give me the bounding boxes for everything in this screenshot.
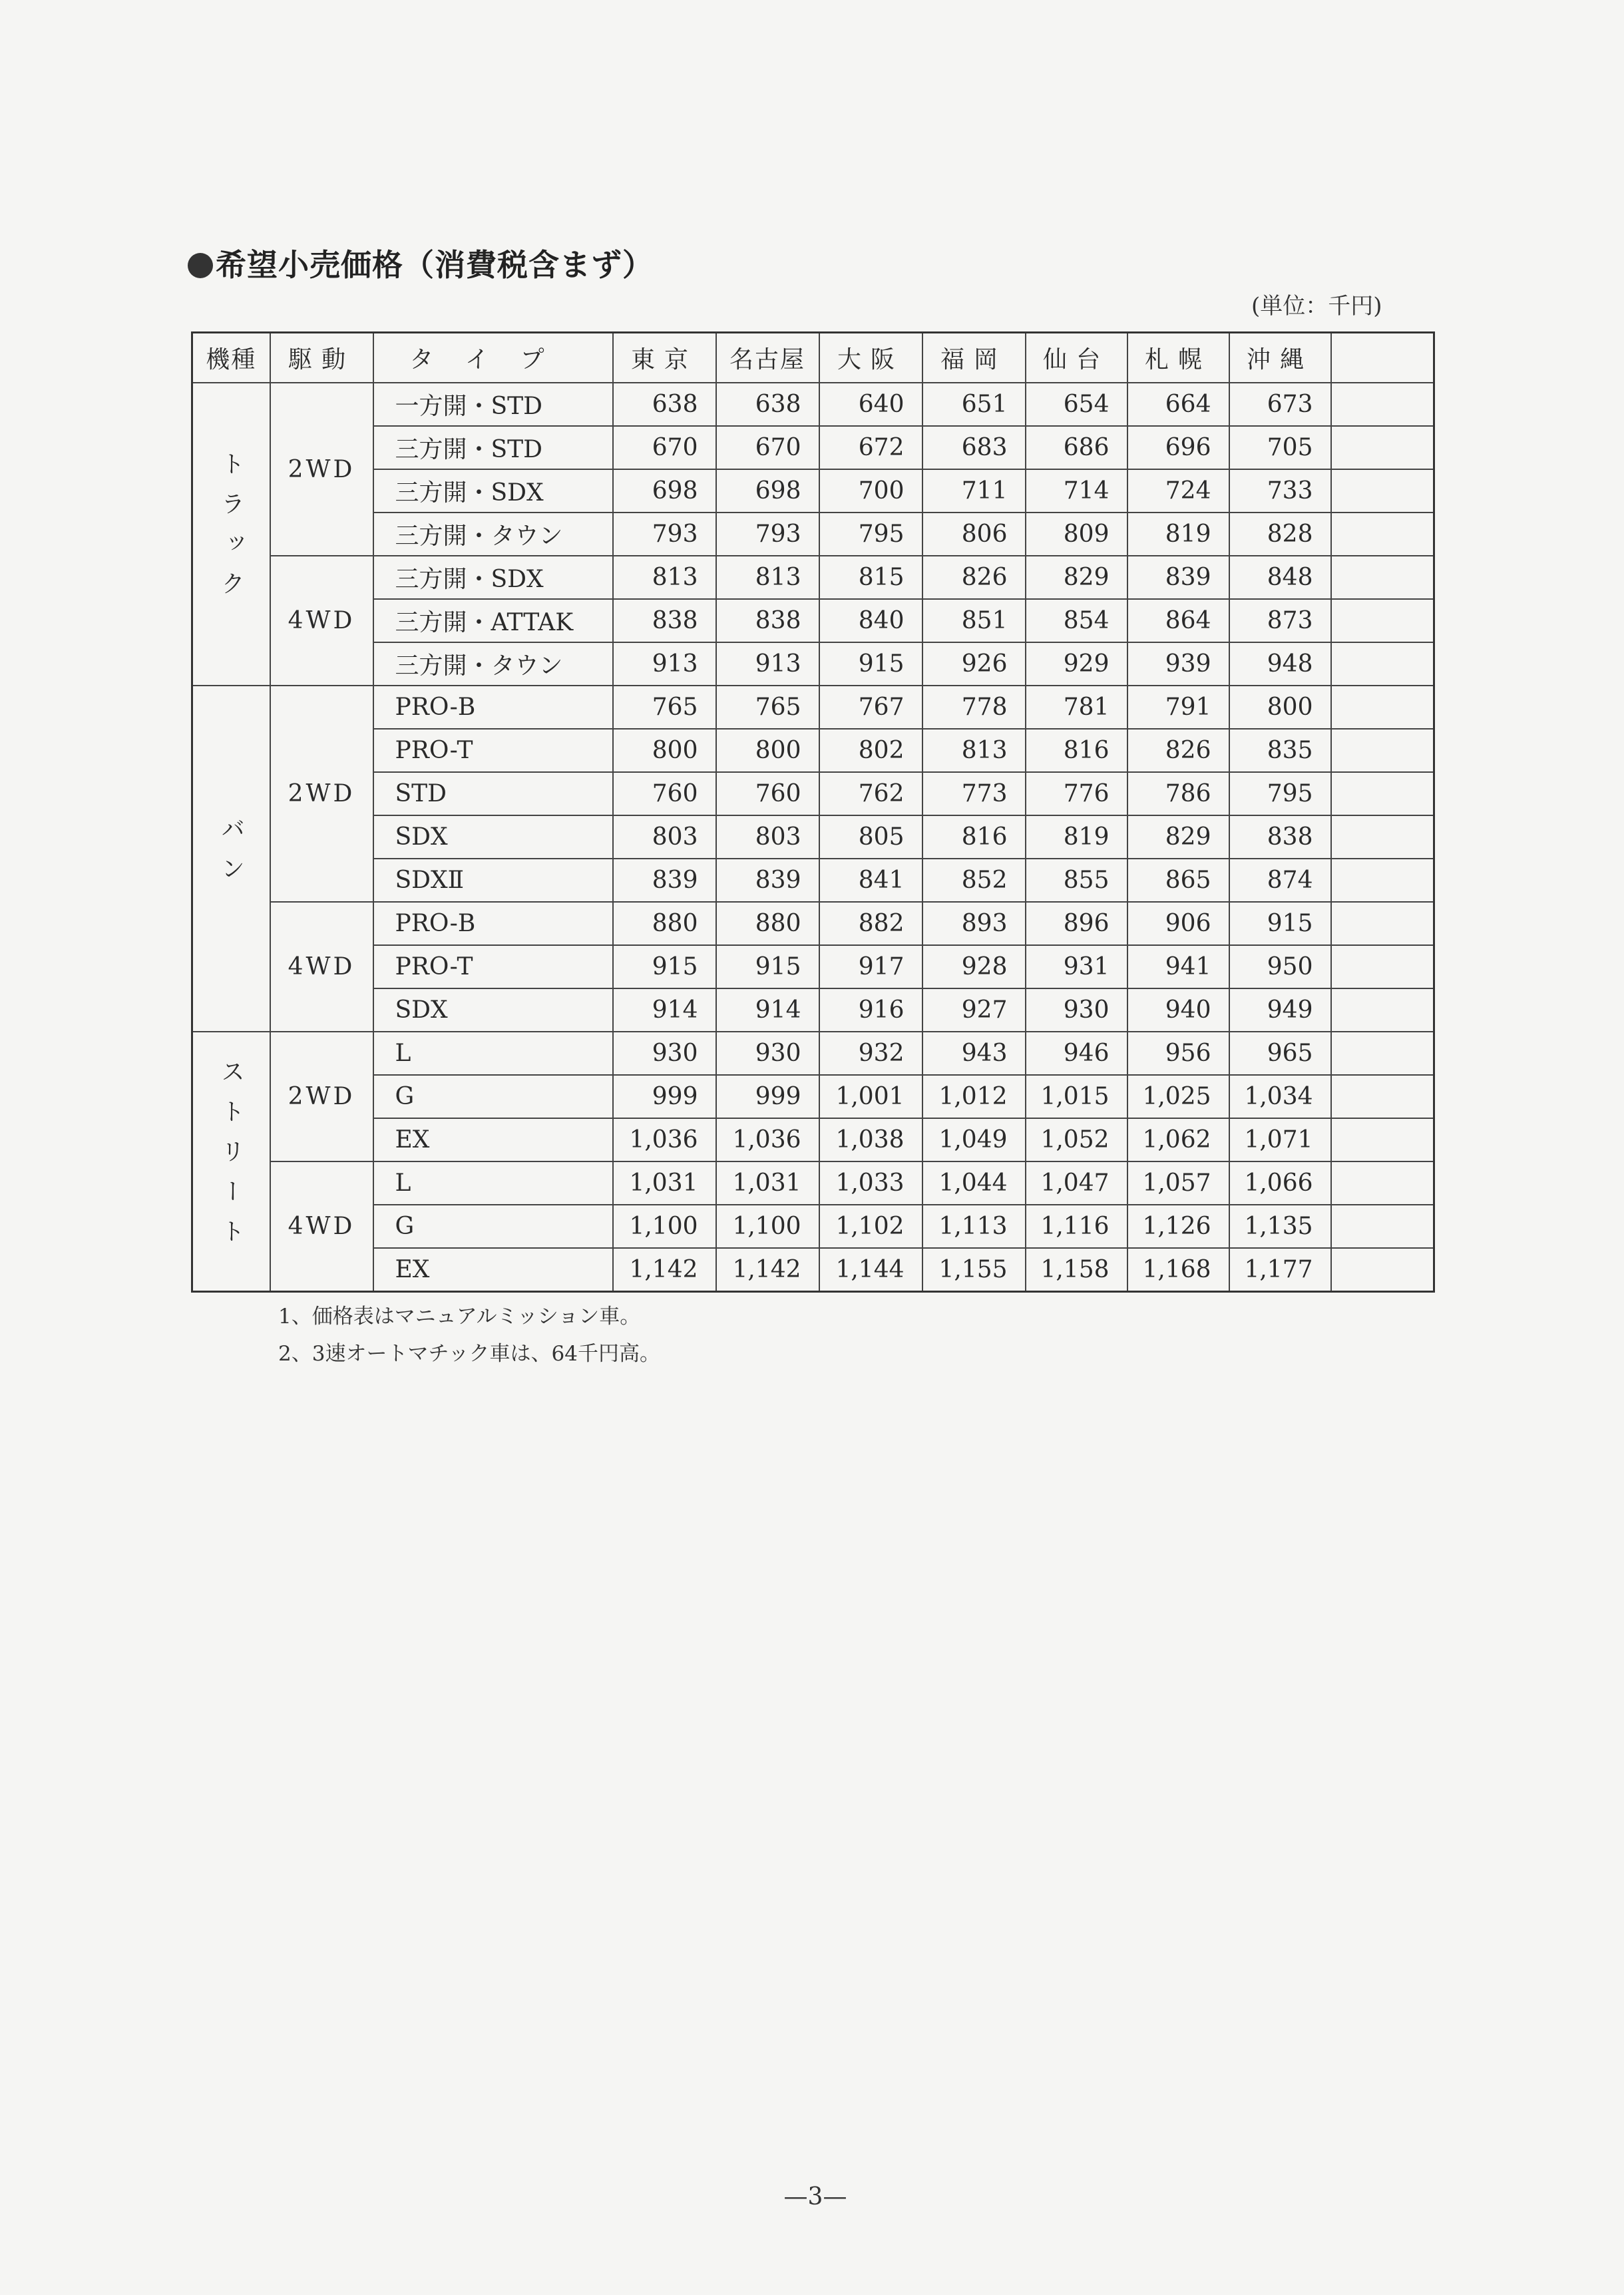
blank-cell	[1331, 1118, 1434, 1161]
drive-cell: 2WD	[270, 686, 373, 902]
price-cell: 913	[613, 642, 716, 686]
blank-cell	[1331, 1032, 1434, 1075]
price-cell: 813	[716, 556, 819, 599]
price-cell: 696	[1127, 426, 1229, 469]
price-cell: 765	[716, 686, 819, 729]
table-row	[192, 1075, 1434, 1118]
page-title-text: 希望小売価格（消費税含まず）	[216, 247, 654, 283]
table-row	[192, 1205, 1434, 1248]
price-cell: 965	[1229, 1032, 1331, 1075]
table-row	[192, 945, 1434, 988]
type-cell: PRO-B	[373, 686, 613, 729]
price-cell: 714	[1026, 469, 1127, 513]
blank-cell	[1331, 772, 1434, 815]
type-cell: EX	[373, 1118, 613, 1161]
price-cell: 829	[1127, 815, 1229, 859]
price-cell: 926	[922, 642, 1026, 686]
price-cell: 854	[1026, 599, 1127, 642]
table-row	[192, 902, 1434, 945]
price-cell: 816	[1026, 729, 1127, 772]
price-cell: 733	[1229, 469, 1331, 513]
price-cell: 838	[613, 599, 716, 642]
price-cell: 949	[1229, 988, 1331, 1032]
price-cell: 930	[716, 1032, 819, 1075]
price-cell: 1,033	[819, 1161, 922, 1205]
price-cell: 941	[1127, 945, 1229, 988]
price-cell: 1,126	[1127, 1205, 1229, 1248]
price-cell: 1,036	[716, 1118, 819, 1161]
price-cell: 999	[613, 1075, 716, 1118]
price-cell: 1,012	[922, 1075, 1026, 1118]
type-cell: L	[373, 1032, 613, 1075]
price-cell: 1,044	[922, 1161, 1026, 1205]
blank-cell	[1331, 642, 1434, 686]
price-cell: 829	[1026, 556, 1127, 599]
price-cell: 1,158	[1026, 1248, 1127, 1292]
table-row	[192, 988, 1434, 1032]
price-cell: 803	[716, 815, 819, 859]
table-row	[192, 469, 1434, 513]
price-cell: 1,144	[819, 1248, 922, 1292]
type-cell: L	[373, 1161, 613, 1205]
blank-cell	[1331, 1075, 1434, 1118]
price-cell: 683	[922, 426, 1026, 469]
price-cell: 700	[819, 469, 922, 513]
price-cell: 838	[716, 599, 819, 642]
price-cell: 786	[1127, 772, 1229, 815]
model-cell	[192, 686, 270, 1032]
price-cell: 946	[1026, 1032, 1127, 1075]
price-cell: 930	[1026, 988, 1127, 1032]
price-cell: 841	[819, 859, 922, 902]
price-cell: 932	[819, 1032, 922, 1075]
price-cell: 999	[716, 1075, 819, 1118]
price-cell: 819	[1127, 513, 1229, 556]
blank-cell	[1331, 859, 1434, 902]
price-cell: 1,052	[1026, 1118, 1127, 1161]
price-cell: 802	[819, 729, 922, 772]
price-table-container	[191, 331, 1435, 1293]
price-cell: 880	[613, 902, 716, 945]
price-cell: 1,155	[922, 1248, 1026, 1292]
price-cell: 839	[613, 859, 716, 902]
price-cell: 1,071	[1229, 1118, 1331, 1161]
table-header-row	[192, 333, 1434, 383]
drive-cell: 4WD	[270, 902, 373, 1032]
price-cell: 1,116	[1026, 1205, 1127, 1248]
notes	[278, 1298, 660, 1372]
model-label: トラック	[217, 451, 245, 611]
price-cell: 913	[716, 642, 819, 686]
drive-cell: 2WD	[270, 1032, 373, 1161]
price-cell: 670	[613, 426, 716, 469]
model-label: ストリート	[217, 1058, 245, 1259]
price-cell: 1,135	[1229, 1205, 1331, 1248]
drive-cell: 2WD	[270, 383, 373, 556]
price-cell: 1,015	[1026, 1075, 1127, 1118]
price-cell: 1,100	[716, 1205, 819, 1248]
price-cell: 915	[716, 945, 819, 988]
price-cell: 1,113	[922, 1205, 1026, 1248]
blank-cell	[1331, 556, 1434, 599]
price-cell: 1,102	[819, 1205, 922, 1248]
price-cell: 816	[922, 815, 1026, 859]
price-cell: 928	[922, 945, 1026, 988]
price-cell: 864	[1127, 599, 1229, 642]
blank-cell	[1331, 945, 1434, 988]
price-cell: 1,057	[1127, 1161, 1229, 1205]
table-row	[192, 599, 1434, 642]
header-city: 名古屋	[716, 333, 819, 383]
price-cell: 640	[819, 383, 922, 426]
blank-cell	[1331, 1248, 1434, 1292]
price-cell: 664	[1127, 383, 1229, 426]
price-cell: 670	[716, 426, 819, 469]
price-cell: 1,025	[1127, 1075, 1229, 1118]
price-cell: 760	[613, 772, 716, 815]
price-cell: 915	[613, 945, 716, 988]
model-cell	[192, 383, 270, 686]
price-cell: 698	[613, 469, 716, 513]
price-cell: 1,177	[1229, 1248, 1331, 1292]
price-cell: 1,142	[613, 1248, 716, 1292]
price-cell: 795	[1229, 772, 1331, 815]
price-cell: 1,168	[1127, 1248, 1229, 1292]
header-city: 大阪	[819, 333, 922, 383]
type-cell: SDX	[373, 988, 613, 1032]
price-cell: 939	[1127, 642, 1229, 686]
price-cell: 927	[922, 988, 1026, 1032]
price-cell: 880	[716, 902, 819, 945]
price-cell: 793	[613, 513, 716, 556]
price-cell: 930	[613, 1032, 716, 1075]
price-cell: 638	[613, 383, 716, 426]
table-row	[192, 556, 1434, 599]
price-cell: 781	[1026, 686, 1127, 729]
page-number: —3—	[783, 2183, 847, 2210]
price-cell: 776	[1026, 772, 1127, 815]
note-item: 1、価格表はマニュアルミッション車。	[278, 1305, 641, 1329]
price-cell: 672	[819, 426, 922, 469]
price-cell: 840	[819, 599, 922, 642]
price-cell: 828	[1229, 513, 1331, 556]
price-cell: 654	[1026, 383, 1127, 426]
page-title	[188, 241, 654, 285]
price-cell: 638	[716, 383, 819, 426]
blank-cell	[1331, 513, 1434, 556]
price-cell: 915	[1229, 902, 1331, 945]
type-cell: PRO-B	[373, 902, 613, 945]
price-cell: 914	[613, 988, 716, 1032]
price-cell: 686	[1026, 426, 1127, 469]
table-row	[192, 642, 1434, 686]
price-cell: 948	[1229, 642, 1331, 686]
type-cell: 三方開・STD	[373, 426, 613, 469]
table-row	[192, 1161, 1434, 1205]
price-cell: 1,142	[716, 1248, 819, 1292]
blank-cell	[1331, 383, 1434, 426]
price-cell: 711	[922, 469, 1026, 513]
blank-cell	[1331, 426, 1434, 469]
price-cell: 1,047	[1026, 1161, 1127, 1205]
table-row	[192, 686, 1434, 729]
price-cell: 767	[819, 686, 922, 729]
price-cell: 813	[613, 556, 716, 599]
table-row	[192, 859, 1434, 902]
price-cell: 931	[1026, 945, 1127, 988]
price-cell: 950	[1229, 945, 1331, 988]
price-cell: 760	[716, 772, 819, 815]
price-cell: 778	[922, 686, 1026, 729]
type-cell: 三方開・タウン	[373, 513, 613, 556]
header-blank	[1331, 333, 1434, 383]
price-cell: 855	[1026, 859, 1127, 902]
price-cell: 915	[819, 642, 922, 686]
type-cell: PRO-T	[373, 729, 613, 772]
header-type: タイプ	[373, 333, 613, 383]
blank-cell	[1331, 469, 1434, 513]
blank-cell	[1331, 729, 1434, 772]
price-cell: 906	[1127, 902, 1229, 945]
type-cell: PRO-T	[373, 945, 613, 988]
type-cell: 一方開・STD	[373, 383, 613, 426]
model-label: バン	[217, 815, 245, 896]
table-row	[192, 426, 1434, 469]
price-cell: 803	[613, 815, 716, 859]
type-cell: SDX	[373, 815, 613, 859]
note-item: 2、3速オートマチック車は、64千円高。	[278, 1342, 660, 1366]
price-cell: 705	[1229, 426, 1331, 469]
price-cell: 839	[1127, 556, 1229, 599]
header-city: 東京	[613, 333, 716, 383]
table-row	[192, 513, 1434, 556]
unit-label: (単位：千円)	[1251, 293, 1382, 319]
price-cell: 917	[819, 945, 922, 988]
blank-cell	[1331, 1205, 1434, 1248]
price-cell: 848	[1229, 556, 1331, 599]
price-cell: 773	[922, 772, 1026, 815]
price-cell: 800	[716, 729, 819, 772]
header-city: 仙台	[1026, 333, 1127, 383]
price-cell: 765	[613, 686, 716, 729]
header-drive: 駆動	[270, 333, 373, 383]
price-cell: 795	[819, 513, 922, 556]
price-cell: 1,049	[922, 1118, 1026, 1161]
price-cell: 914	[716, 988, 819, 1032]
price-cell: 838	[1229, 815, 1331, 859]
price-cell: 943	[922, 1032, 1026, 1075]
model-cell	[192, 1032, 270, 1292]
type-cell: STD	[373, 772, 613, 815]
type-cell: SDXⅡ	[373, 859, 613, 902]
price-cell: 1,100	[613, 1205, 716, 1248]
price-cell: 852	[922, 859, 1026, 902]
price-table	[191, 331, 1435, 1293]
type-cell: EX	[373, 1248, 613, 1292]
table-row	[192, 1248, 1434, 1292]
price-cell: 865	[1127, 859, 1229, 902]
table-row	[192, 772, 1434, 815]
price-cell: 673	[1229, 383, 1331, 426]
price-cell: 762	[819, 772, 922, 815]
type-cell: G	[373, 1205, 613, 1248]
price-cell: 893	[922, 902, 1026, 945]
price-cell: 698	[716, 469, 819, 513]
table-row	[192, 1118, 1434, 1161]
price-cell: 724	[1127, 469, 1229, 513]
blank-cell	[1331, 1161, 1434, 1205]
price-cell: 800	[1229, 686, 1331, 729]
price-cell: 805	[819, 815, 922, 859]
price-cell: 1,031	[613, 1161, 716, 1205]
price-cell: 791	[1127, 686, 1229, 729]
table-row	[192, 815, 1434, 859]
type-cell: 三方開・タウン	[373, 642, 613, 686]
price-cell: 1,038	[819, 1118, 922, 1161]
drive-cell: 4WD	[270, 556, 373, 686]
type-cell: 三方開・ATTAK	[373, 599, 613, 642]
price-cell: 835	[1229, 729, 1331, 772]
table-row	[192, 729, 1434, 772]
price-cell: 1,036	[613, 1118, 716, 1161]
price-cell: 873	[1229, 599, 1331, 642]
price-cell: 851	[922, 599, 1026, 642]
table-row	[192, 383, 1434, 426]
price-cell: 839	[716, 859, 819, 902]
price-cell: 956	[1127, 1032, 1229, 1075]
price-cell: 806	[922, 513, 1026, 556]
price-cell: 800	[613, 729, 716, 772]
price-cell: 793	[716, 513, 819, 556]
price-cell: 916	[819, 988, 922, 1032]
header-city: 札幌	[1127, 333, 1229, 383]
table-row	[192, 1032, 1434, 1075]
type-cell: G	[373, 1075, 613, 1118]
blank-cell	[1331, 815, 1434, 859]
blank-cell	[1331, 902, 1434, 945]
blank-cell	[1331, 599, 1434, 642]
price-cell: 882	[819, 902, 922, 945]
price-cell: 651	[922, 383, 1026, 426]
price-cell: 813	[922, 729, 1026, 772]
price-cell: 1,062	[1127, 1118, 1229, 1161]
price-cell: 1,066	[1229, 1161, 1331, 1205]
price-cell: 874	[1229, 859, 1331, 902]
price-cell: 826	[922, 556, 1026, 599]
price-cell: 1,034	[1229, 1075, 1331, 1118]
price-cell: 929	[1026, 642, 1127, 686]
price-cell: 809	[1026, 513, 1127, 556]
blank-cell	[1331, 686, 1434, 729]
price-cell: 1,001	[819, 1075, 922, 1118]
header-city: 福岡	[922, 333, 1026, 383]
table-body	[192, 383, 1434, 1292]
price-cell: 1,031	[716, 1161, 819, 1205]
price-cell: 819	[1026, 815, 1127, 859]
bullet-icon	[188, 253, 213, 278]
type-cell: 三方開・SDX	[373, 469, 613, 513]
blank-cell	[1331, 988, 1434, 1032]
type-cell: 三方開・SDX	[373, 556, 613, 599]
price-cell: 826	[1127, 729, 1229, 772]
price-cell: 815	[819, 556, 922, 599]
price-cell: 940	[1127, 988, 1229, 1032]
drive-cell: 4WD	[270, 1161, 373, 1292]
header-model: 機種	[192, 333, 270, 383]
header-city: 沖縄	[1229, 333, 1331, 383]
price-cell: 896	[1026, 902, 1127, 945]
